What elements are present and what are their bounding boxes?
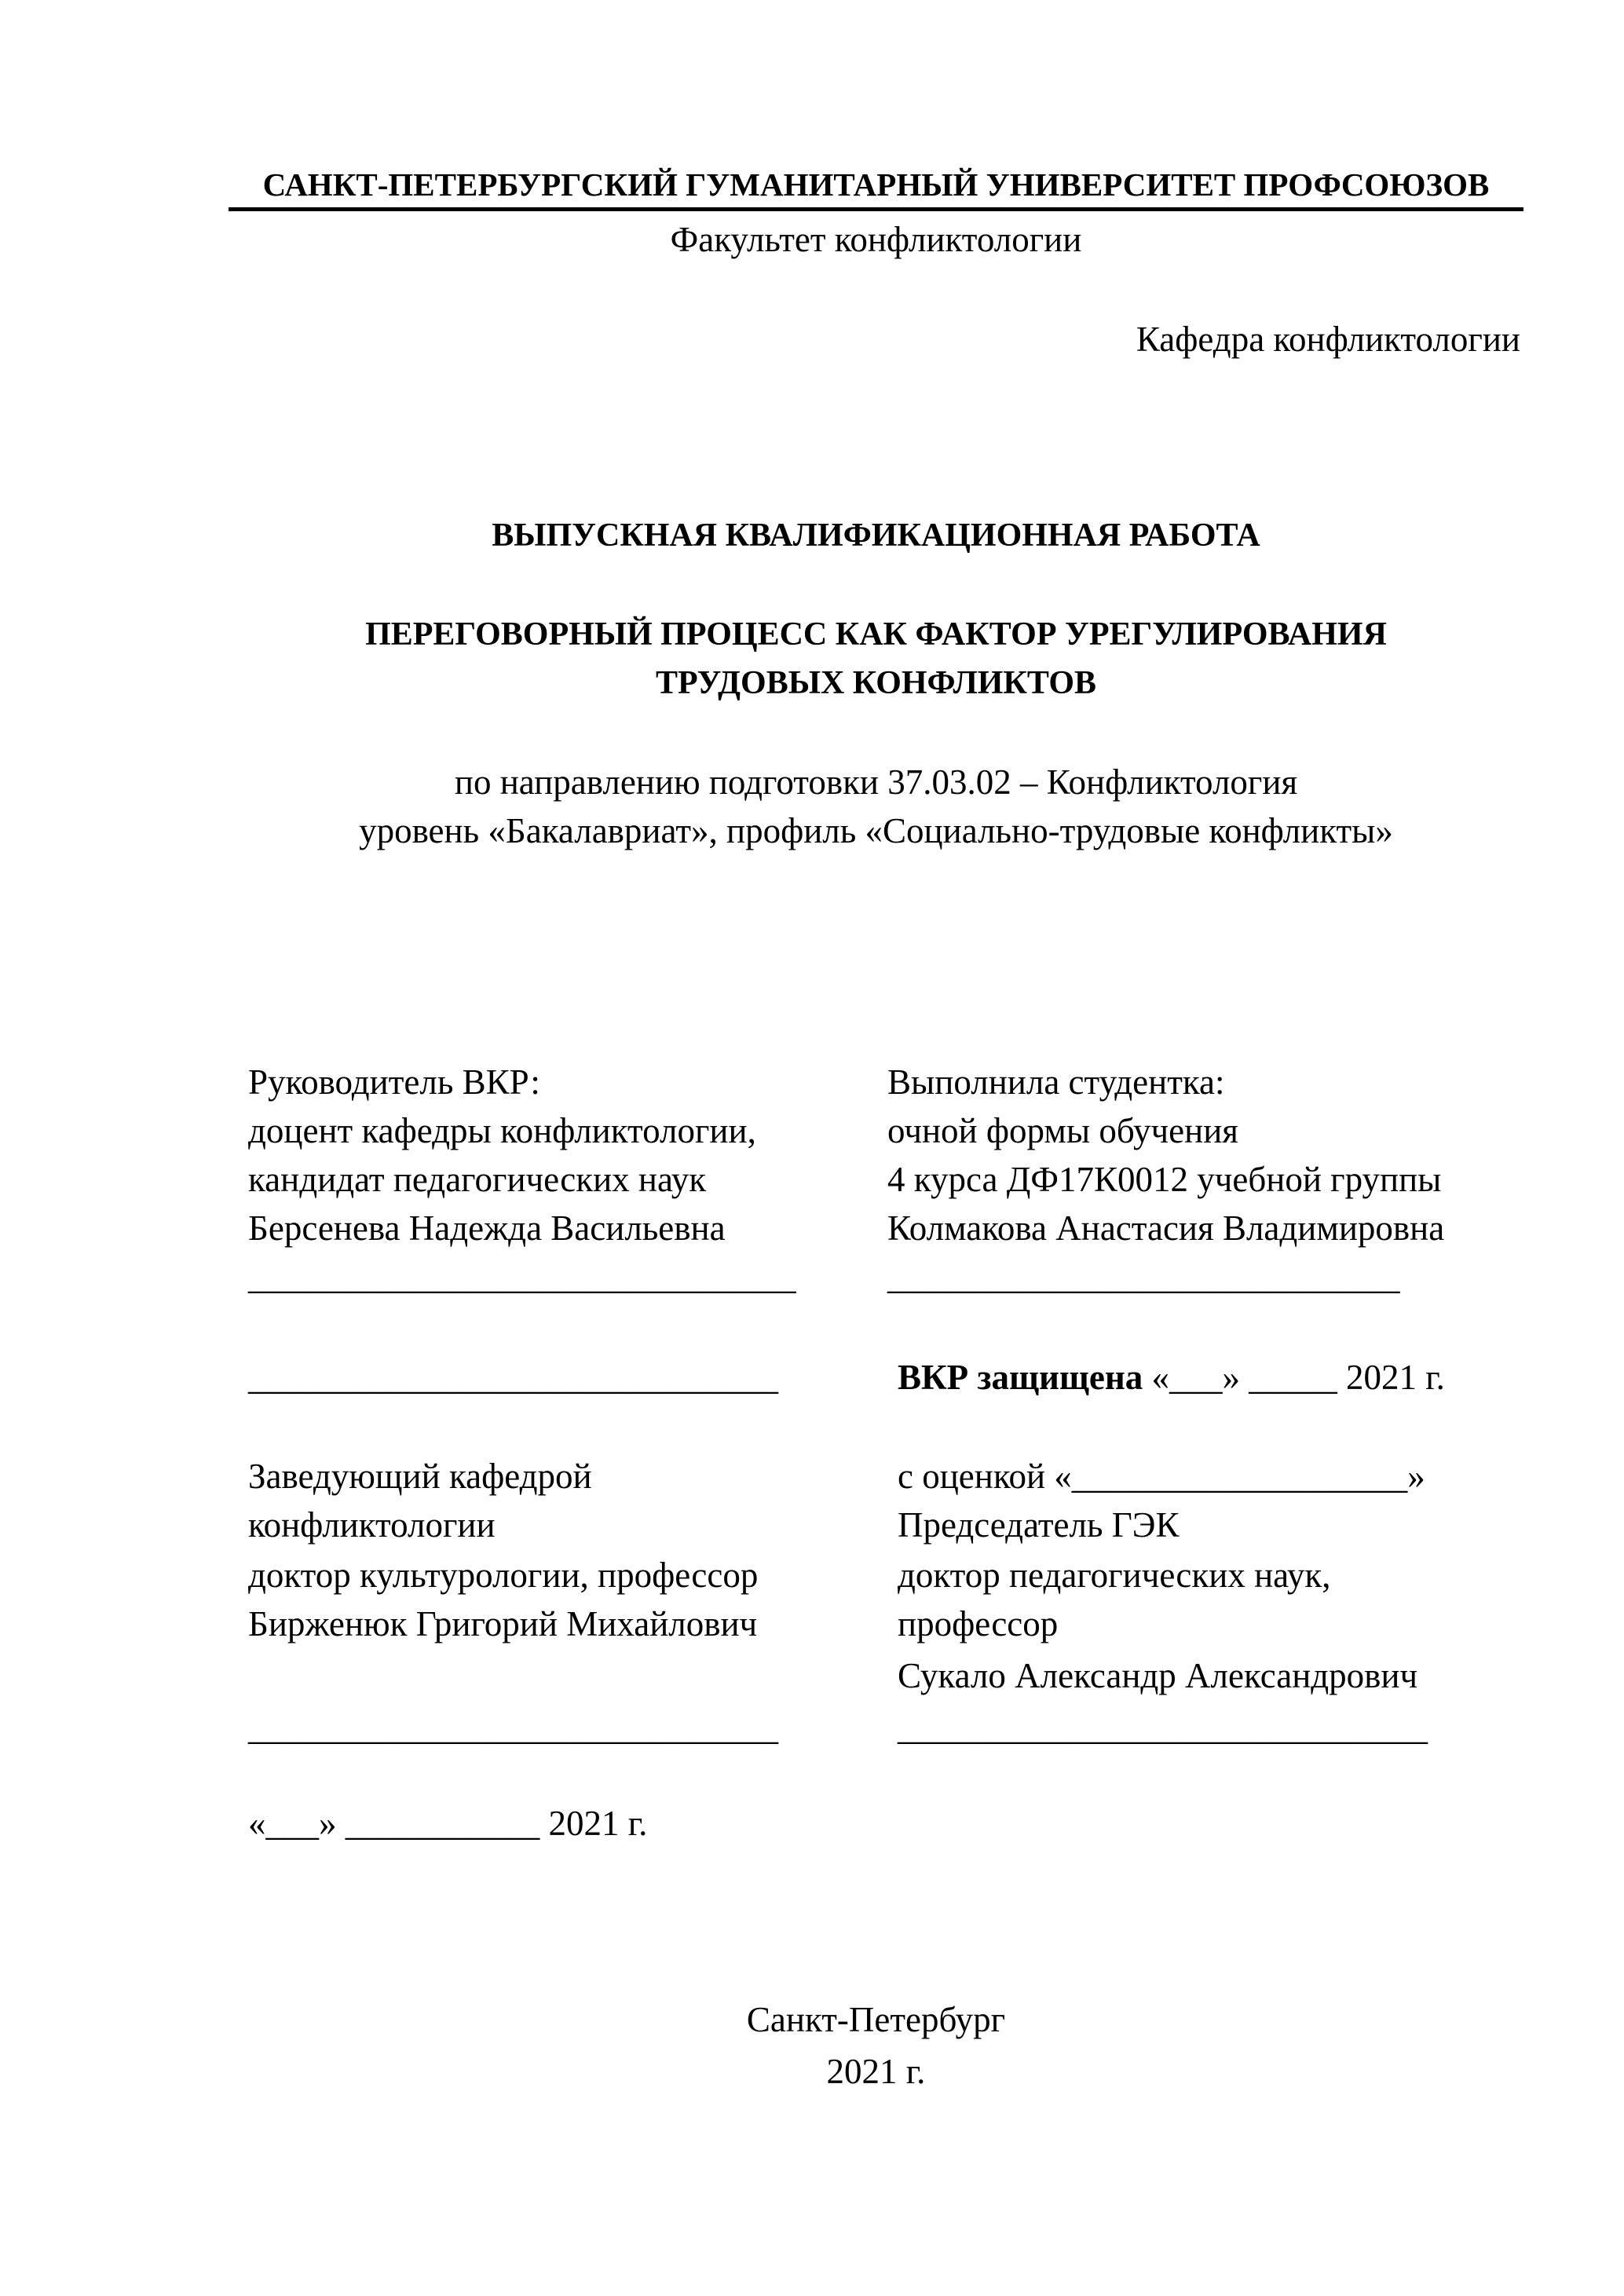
student-label: Выполнила студентка: (887, 1062, 1225, 1102)
defense-grade: с оценкой «___________________» (898, 1457, 1425, 1496)
department-name: Кафедра конфликтологии (1136, 320, 1520, 359)
work-type: ВЫПУСКНАЯ КВАЛИФИКАЦИОННАЯ РАБОТА (492, 517, 1260, 554)
defense-label: ВКР защищена (898, 1358, 1143, 1397)
topic-line-2: ТРУДОВЫХ КОНФЛИКТОВ (655, 665, 1097, 701)
student-name: Колмакова Анастасия Владимировна (887, 1208, 1445, 1248)
university-name: САНКТ-ПЕТЕРБУРГСКИЙ ГУМАНИТАРНЫЙ УНИВЕРСИТЕТ ПРОФСОЮЗОВ (262, 166, 1490, 203)
head-department: конфликтологии (248, 1505, 496, 1545)
direction-line-1: по направлению подготовки 37.03.02 – Конфликтология (454, 762, 1298, 802)
head-date: «___» ___________ 2021 г. (248, 1804, 648, 1843)
supervisor-degree: кандидат педагогических наук (248, 1160, 707, 1199)
chairman-signature-line: ______________________________ (898, 1708, 1428, 1747)
supervisor-signature-line-2: ______________________________ (248, 1358, 778, 1397)
direction-line-2: уровень «Бакалавриат», профиль «Социально-трудовые конфликты» (359, 811, 1393, 850)
chairman-label: Председатель ГЭК (898, 1505, 1180, 1545)
student-group: 4 курса ДФ17К0012 учебной группы (887, 1160, 1442, 1199)
defense-date-rest: «___» _____ 2021 г. (1143, 1358, 1445, 1397)
student-form: очной формы обучения (887, 1111, 1238, 1150)
head-label: Заведующий кафедрой (248, 1457, 592, 1496)
footer-city: Санкт-Петербург (746, 2000, 1006, 2039)
head-name: Бирженюк Григорий Михайлович (248, 1604, 758, 1643)
chairman-degree: доктор педагогических наук, (898, 1556, 1331, 1595)
defense-date (898, 1355, 1445, 1399)
head-degree: доктор культурологии, профессор (248, 1556, 759, 1595)
supervisor-signature-line: _______________________________ (248, 1257, 796, 1296)
chairman-title: профессор (898, 1604, 1059, 1643)
footer-year: 2021 г. (826, 2052, 926, 2091)
supervisor-label: Руководитель ВКР: (248, 1062, 540, 1102)
supervisor-name: Берсенева Надежда Васильевна (248, 1208, 726, 1248)
head-signature-line: ______________________________ (248, 1708, 778, 1747)
topic-line-1: ПЕРЕГОВОРНЫЙ ПРОЦЕСС КАК ФАКТОР УРЕГУЛИРОВАНИЯ (365, 616, 1387, 653)
student-signature-line: _____________________________ (887, 1257, 1400, 1296)
chairman-name: Сукало Александр Александрович (898, 1656, 1418, 1695)
faculty-name: Факультет конфликтологии (670, 220, 1082, 259)
header-divider (229, 207, 1523, 211)
supervisor-position: доцент кафедры конфликтологии, (248, 1111, 756, 1150)
